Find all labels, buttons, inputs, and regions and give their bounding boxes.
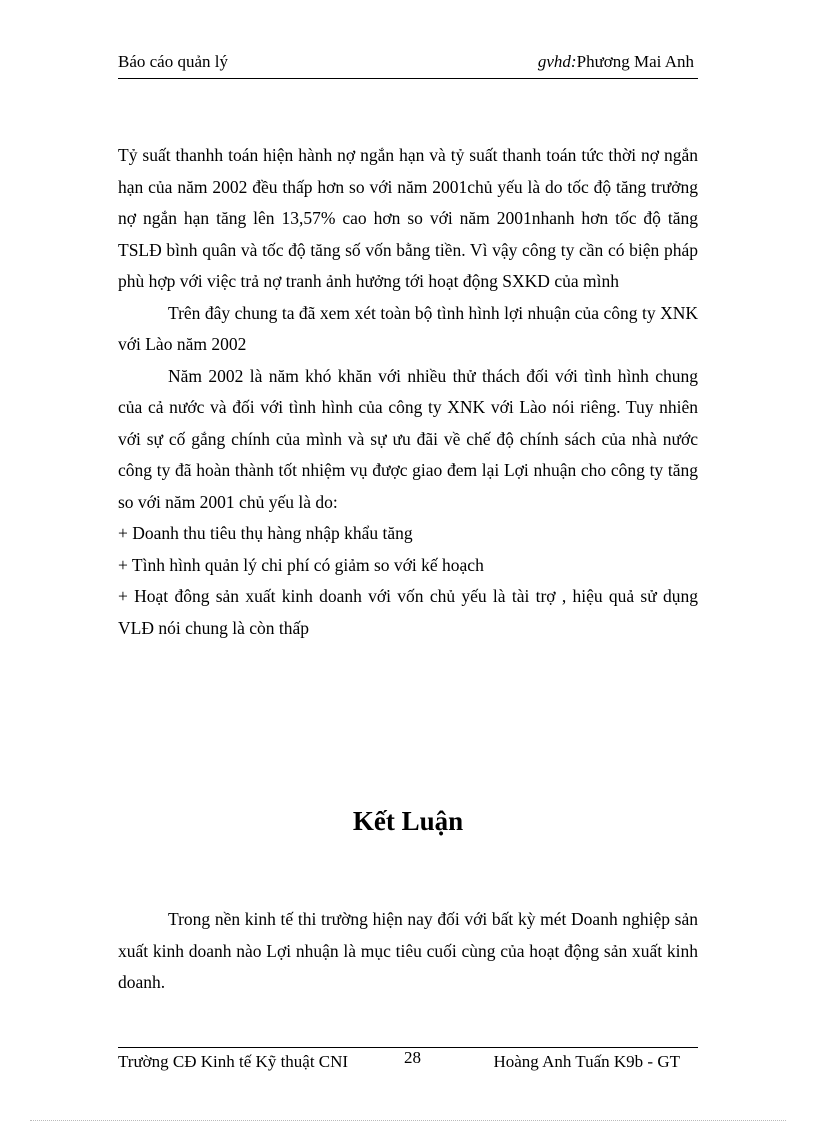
body-text (118, 140, 698, 644)
list-item: + Tình hình quản lý chi phí có giảm so với kế hoạch (118, 554, 484, 575)
page-number: 28 (404, 1048, 421, 1067)
paragraph-liquidity: Tỷ suất thanhh toán hiện hành nợ ngắn hạn và tỷ suất thanh toán tức thời nợ ngắn hạn của năm 2002 đều thấp hơn so với năm 2001chủ yếu là do tốc độ tăng trưởng nợ ngắn hạn tăng lên 13,57% cao hơn so với năm 2001nhanh hơn tốc độ tăng TSLĐ bình quân và tốc độ tăng số vốn bằng tiền. Vì vậy công ty cần có biện pháp phù hợp với việc trả nợ tranh ảnh hưởng tới hoạt động SXKD của mình (118, 145, 698, 291)
list-item: + Doanh thu tiêu thụ hàng nhập khẩu tăng (118, 523, 413, 543)
conclusion-paragraph: Trong nền kinh tế thi trường hiện nay đối với bất kỳ mét Doanh nghiệp sản xuất kinh doanh nào Lợi nhuận là mục tiêu cuối cùng của hoạt động sản xuất kinh doanh. (118, 909, 698, 992)
paragraph-summary: Trên đây chung ta đã xem xét toàn bộ tình hình lợi nhuận của công ty XNK với Lào năm 2002 (118, 302, 698, 354)
page-footer (118, 1047, 698, 1078)
header-advisor (538, 52, 694, 72)
section-title: Kết Luận (352, 806, 464, 836)
page-edge-divider (30, 1120, 786, 1121)
conclusion-text (118, 904, 698, 999)
list-item: + Hoạt đông sản xuất kinh doanh với vốn chủ yếu là tài trợ , hiệu quả sử dụng VLĐ nói chung là còn thấp (118, 586, 698, 638)
paragraph-year-2002: Năm 2002 là năm khó khăn với nhiều thử thách đối với tình hình chung của cả nước và đối với tình hình của công ty XNK với Lào nói riêng. Tuy nhiên với sự cố gắng chính của mình và sự ưu đãi về chế độ chính sách của nhà nước công ty đã hoàn thành tốt nhiệm vụ được giao đem lại Lợi nhuận cho công ty tăng so với năm 2001 chủ yếu là do: (118, 365, 698, 512)
page-header (118, 52, 698, 79)
header-advisor-label: gvhd: (537, 52, 577, 71)
header-advisor-name: Phương Mai Anh (576, 52, 694, 71)
header-report-title: Báo cáo quản lý (118, 52, 228, 71)
footer-author: Hoàng Anh Tuấn K9b - GT (493, 1052, 680, 1071)
footer-school: Trường CĐ Kinh tế Kỹ thuật CNI (118, 1052, 349, 1071)
